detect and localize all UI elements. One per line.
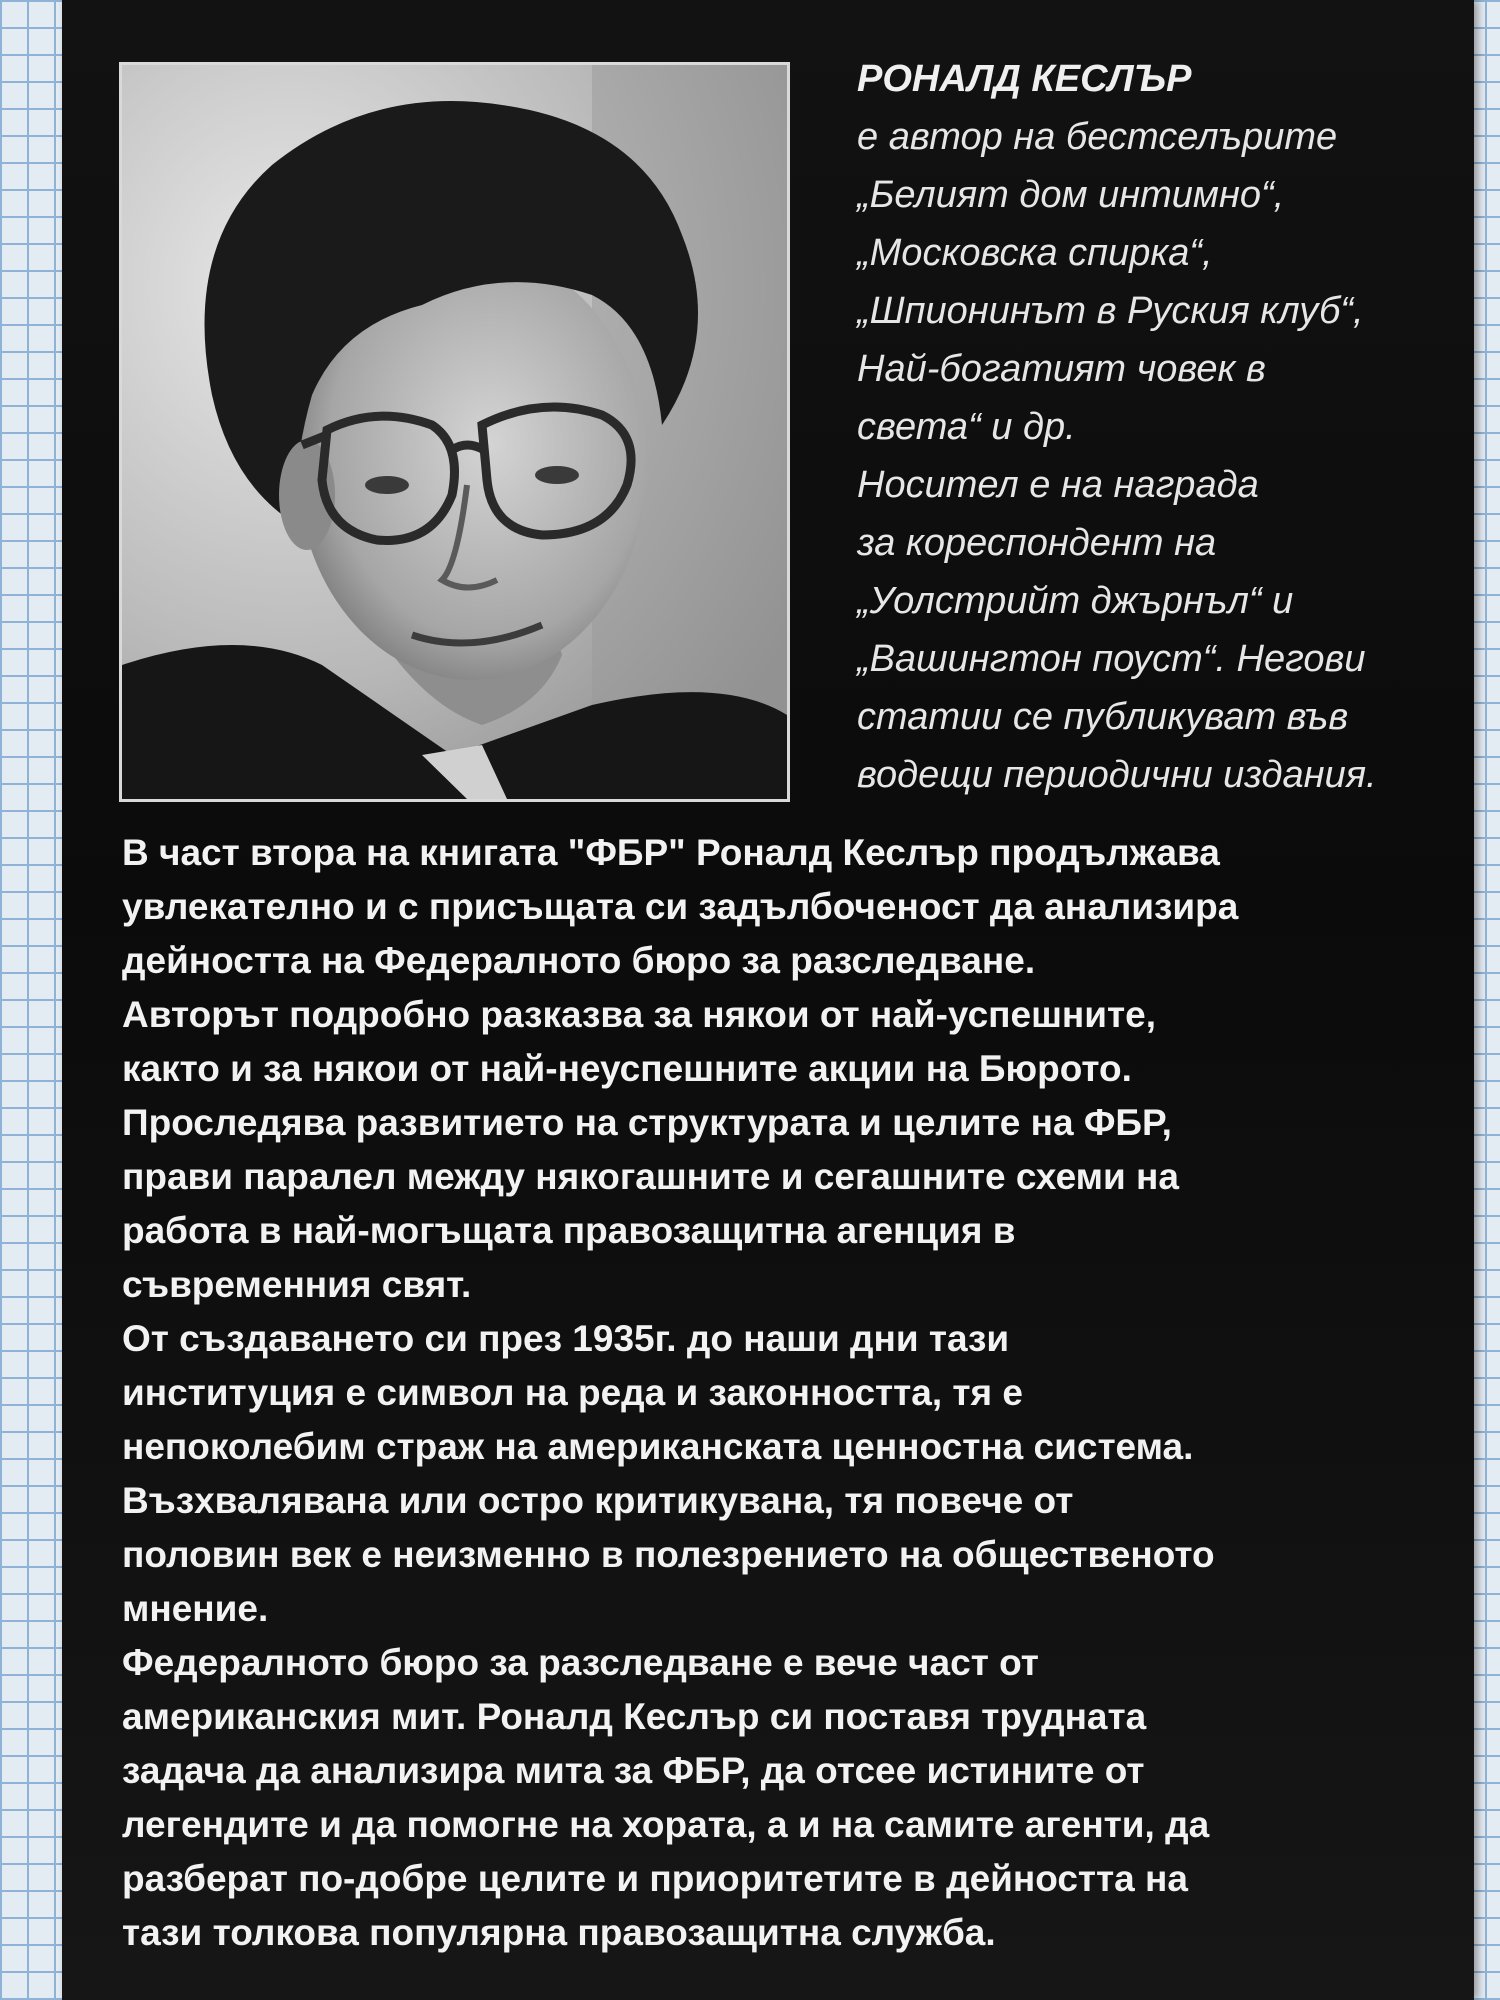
description-line: дейността на Федералното бюро за разследване. <box>122 940 1036 981</box>
description-line: задача да анализира мита за ФБР, да отсее истините от <box>122 1750 1145 1791</box>
description-line: тази толкова популярна правозащитна служба. <box>122 1912 996 1953</box>
description-line: В част втора на книгата "ФБР" Роналд Кеслър продължава <box>122 832 1220 873</box>
author-photo <box>119 62 790 802</box>
bio-line: водещи периодични издания. <box>857 754 1377 796</box>
bio-line: Носител е на награда <box>857 464 1259 506</box>
bio-line: за кореспондент на <box>857 522 1217 564</box>
bio-line: е автор на бестселърите <box>857 116 1338 158</box>
description-line: разберат по-добре целите и приоритетите в дейността на <box>122 1858 1188 1899</box>
book-description <box>122 826 1462 1960</box>
bio-line: „Шпионинът в Руския клуб“, <box>857 290 1364 332</box>
description-line: Възхвалявана или остро критикувана, тя повече от <box>122 1480 1074 1521</box>
description-line: увлекателно и с присъщата си задълбоченост да анализира <box>122 886 1239 927</box>
description-line: прави паралел между някогашните и сегашните схеми на <box>122 1156 1179 1197</box>
bio-line: „Уолстрийт джърнъл“ и <box>857 580 1294 622</box>
description-line: американския мит. Роналд Кеслър си поставя трудната <box>122 1696 1147 1737</box>
bio-line: „Вашингтон поуст“. Негови <box>857 638 1366 680</box>
bio-line: „Московска спирка“, <box>857 232 1213 274</box>
description-line: както и за някои от най-неуспешните акции на Бюрото. <box>122 1048 1132 1089</box>
author-name: РОНАЛД КЕСЛЪР <box>857 58 1192 100</box>
bio-line: света“ и др. <box>857 406 1076 448</box>
book-back-cover <box>62 0 1474 2000</box>
description-line: мнение. <box>122 1588 269 1629</box>
description-line: Федералното бюро за разследване е вече част от <box>122 1642 1039 1683</box>
description-line: От създаването си през 1935г. до наши дни тази <box>122 1318 1010 1359</box>
author-bio <box>857 50 1447 804</box>
bio-line: Най-богатият човек в <box>857 348 1266 390</box>
description-line: Проследява развитието на структурата и целите на ФБР, <box>122 1102 1172 1143</box>
description-line: легендите и да помогне на хората, а и на самите агенти, да <box>122 1804 1210 1845</box>
bio-line: статии се публикуват във <box>857 696 1349 738</box>
description-line: институция е символ на реда и законността, тя е <box>122 1372 1023 1413</box>
description-line: Авторът подробно разказва за някои от най-успешните, <box>122 994 1156 1035</box>
description-line: половин век е неизменно в полезрението на общественото <box>122 1534 1215 1575</box>
description-line: съвременния свят. <box>122 1264 472 1305</box>
description-line: работа в най-могъщата правозащитна агенция в <box>122 1210 1016 1251</box>
bio-line: „Белият дом интимно“, <box>857 174 1285 216</box>
description-line: непоколебим страж на американската ценностна система. <box>122 1426 1194 1467</box>
author-portrait-image <box>122 65 787 799</box>
